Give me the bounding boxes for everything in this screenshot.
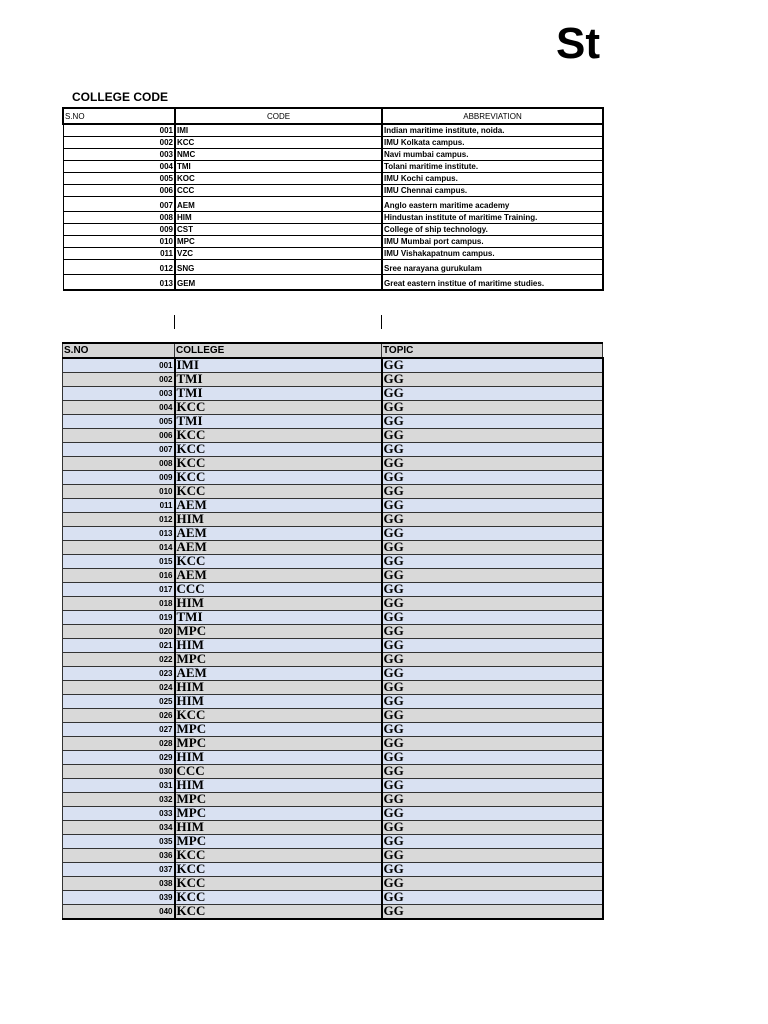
code-cell: VZC (175, 248, 382, 260)
sno-cell: 034 (63, 821, 175, 835)
college-cell: HIM (175, 597, 382, 611)
college-cell: CCC (175, 583, 382, 597)
column-divider-1 (174, 315, 175, 329)
sno-cell: 019 (63, 611, 175, 625)
college-cell: KCC (175, 849, 382, 863)
code-cell: CST (175, 224, 382, 236)
topic-cell: GG (382, 443, 603, 457)
code-cell: TMI (175, 161, 382, 173)
college-code-row (63, 248, 603, 260)
topic-cell: GG (382, 513, 603, 527)
topic-cell: GG (382, 891, 603, 905)
sno-cell: 015 (63, 555, 175, 569)
college-cell: MPC (175, 625, 382, 639)
sno-cell: 001 (63, 358, 175, 373)
topic-cell: GG (382, 751, 603, 765)
college-code-row (63, 124, 603, 137)
topic-cell: GG (382, 611, 603, 625)
topic-cell: GG (382, 779, 603, 793)
topic-row (63, 821, 603, 835)
topic-cell: GG (382, 625, 603, 639)
topic-cell: GG (382, 905, 603, 920)
topic-cell: GG (382, 583, 603, 597)
college-cell: KCC (175, 401, 382, 415)
topic-row (63, 667, 603, 681)
sno-cell: 008 (63, 212, 175, 224)
code-cell: HIM (175, 212, 382, 224)
topic-cell: GG (382, 695, 603, 709)
topic-row (63, 807, 603, 821)
college-cell: HIM (175, 821, 382, 835)
topic-cell: GG (382, 555, 603, 569)
college-cell: MPC (175, 807, 382, 821)
sno-cell: 029 (63, 751, 175, 765)
sno-cell: 004 (63, 161, 175, 173)
college-cell: KCC (175, 443, 382, 457)
code-cell: KCC (175, 137, 382, 149)
sno-cell: 009 (63, 224, 175, 236)
sno-cell: 007 (63, 443, 175, 457)
topic-cell: GG (382, 849, 603, 863)
abbreviation-cell: Great eastern institue of maritime studies. (382, 275, 603, 291)
topic-row (63, 415, 603, 429)
topic-row (63, 611, 603, 625)
college-cell: AEM (175, 527, 382, 541)
college-cell: TMI (175, 373, 382, 387)
college-cell: IMI (175, 358, 382, 373)
sno-cell: 005 (63, 173, 175, 185)
sno-cell: 013 (63, 275, 175, 291)
college-code-row (63, 212, 603, 224)
college-cell: AEM (175, 541, 382, 555)
code-cell: AEM (175, 197, 382, 212)
college-cell: TMI (175, 387, 382, 401)
topic-row (63, 709, 603, 723)
code-cell: KOC (175, 173, 382, 185)
sno-cell: 016 (63, 569, 175, 583)
sno-cell: 010 (63, 236, 175, 248)
sno-cell: 033 (63, 807, 175, 821)
abbreviation-cell: Hindustan institute of maritime Training. (382, 212, 603, 224)
topic-cell: GG (382, 569, 603, 583)
college-cell: KCC (175, 429, 382, 443)
topic-cell: GG (382, 597, 603, 611)
topic-row (63, 569, 603, 583)
topic-row (63, 443, 603, 457)
college-cell: KCC (175, 457, 382, 471)
college-cell: HIM (175, 513, 382, 527)
sno-cell: 035 (63, 835, 175, 849)
sno-cell: 001 (63, 124, 175, 137)
sno-cell: 017 (63, 583, 175, 597)
topic-row (63, 793, 603, 807)
topic-cell: GG (382, 471, 603, 485)
topic-cell: GG (382, 653, 603, 667)
college-cell: KCC (175, 891, 382, 905)
sno-cell: 009 (63, 471, 175, 485)
header-code: CODE (175, 108, 382, 124)
college-cell: AEM (175, 667, 382, 681)
sno-cell: 036 (63, 849, 175, 863)
topic-cell: GG (382, 485, 603, 499)
college-cell: HIM (175, 751, 382, 765)
topic-cell: GG (382, 639, 603, 653)
sno-cell: 002 (63, 137, 175, 149)
topic-cell: GG (382, 793, 603, 807)
college-code-row (63, 236, 603, 248)
topic-cell: GG (382, 709, 603, 723)
topic-row (63, 485, 603, 499)
sno-cell: 012 (63, 260, 175, 275)
header-abbreviation: ABBREVIATION (382, 108, 603, 124)
college-topic-body (63, 358, 603, 919)
college-code-body (63, 124, 603, 290)
topic-cell: GG (382, 373, 603, 387)
abbreviation-cell: Indian maritime institute, noida. (382, 124, 603, 137)
topic-row (63, 429, 603, 443)
topic-row (63, 681, 603, 695)
abbreviation-cell: Anglo eastern maritime academy (382, 197, 603, 212)
code-cell: GEM (175, 275, 382, 291)
code-cell: IMI (175, 124, 382, 137)
topic-cell: GG (382, 415, 603, 429)
sno-cell: 012 (63, 513, 175, 527)
college-topic-table (62, 342, 604, 920)
college-cell: KCC (175, 555, 382, 569)
topic-cell: GG (382, 807, 603, 821)
college-code-row (63, 275, 603, 291)
sno-cell: 005 (63, 415, 175, 429)
topic-cell: GG (382, 765, 603, 779)
college-cell: KCC (175, 905, 382, 920)
college-cell: TMI (175, 611, 382, 625)
college-cell: AEM (175, 569, 382, 583)
college-code-table (62, 107, 604, 291)
topic-cell: GG (382, 863, 603, 877)
sno-cell: 008 (63, 457, 175, 471)
college-code-row (63, 161, 603, 173)
topic-row (63, 499, 603, 513)
abbreviation-cell: IMU Kolkata campus. (382, 137, 603, 149)
sno-cell: 025 (63, 695, 175, 709)
sno-cell: 003 (63, 387, 175, 401)
topic-cell: GG (382, 821, 603, 835)
topic-cell: GG (382, 499, 603, 513)
sno-cell: 011 (63, 499, 175, 513)
sno-cell: 032 (63, 793, 175, 807)
topic-row (63, 877, 603, 891)
abbreviation-cell: Sree narayana gurukulam (382, 260, 603, 275)
topic-cell: GG (382, 723, 603, 737)
topic-row (63, 471, 603, 485)
college-cell: MPC (175, 653, 382, 667)
topic-header-row (63, 343, 603, 358)
college-cell: MPC (175, 723, 382, 737)
header-topic: TOPIC (382, 343, 603, 358)
sno-cell: 002 (63, 373, 175, 387)
topic-row (63, 653, 603, 667)
college-code-title: COLLEGE CODE (72, 90, 169, 104)
column-divider-2 (381, 315, 382, 329)
topic-cell: GG (382, 429, 603, 443)
college-cell: KCC (175, 877, 382, 891)
sno-cell: 024 (63, 681, 175, 695)
sno-cell: 039 (63, 891, 175, 905)
sno-cell: 040 (63, 905, 175, 920)
sno-cell: 038 (63, 877, 175, 891)
sno-cell: 003 (63, 149, 175, 161)
sno-cell: 027 (63, 723, 175, 737)
heading-fragment-text: St (556, 19, 600, 68)
sno-cell: 022 (63, 653, 175, 667)
topic-row (63, 849, 603, 863)
topic-row (63, 583, 603, 597)
topic-row (63, 358, 603, 373)
sno-cell: 010 (63, 485, 175, 499)
cropped-heading-fragment (556, 19, 606, 74)
topic-cell: GG (382, 358, 603, 373)
college-cell: KCC (175, 471, 382, 485)
topic-row (63, 723, 603, 737)
topic-row (63, 527, 603, 541)
topic-cell: GG (382, 457, 603, 471)
header-sno: S.NO (63, 108, 175, 124)
college-cell: HIM (175, 681, 382, 695)
topic-cell: GG (382, 835, 603, 849)
college-cell: TMI (175, 415, 382, 429)
header-college: COLLEGE (175, 343, 382, 358)
sno-cell: 020 (63, 625, 175, 639)
college-code-row (63, 260, 603, 275)
college-code-row (63, 149, 603, 161)
sno-cell: 037 (63, 863, 175, 877)
topic-cell: GG (382, 877, 603, 891)
college-code-row (63, 173, 603, 185)
topic-row (63, 639, 603, 653)
topic-cell: GG (382, 387, 603, 401)
college-cell: AEM (175, 499, 382, 513)
topic-cell: GG (382, 541, 603, 555)
sno-cell: 006 (63, 429, 175, 443)
sno-cell: 026 (63, 709, 175, 723)
sno-cell: 023 (63, 667, 175, 681)
abbreviation-cell: Navi mumbai campus. (382, 149, 603, 161)
college-code-row (63, 137, 603, 149)
topic-row (63, 513, 603, 527)
code-cell: NMC (175, 149, 382, 161)
topic-row (63, 387, 603, 401)
sno-cell: 006 (63, 185, 175, 197)
sno-cell: 018 (63, 597, 175, 611)
sno-cell: 031 (63, 779, 175, 793)
topic-row (63, 373, 603, 387)
abbreviation-cell: IMU Kochi campus. (382, 173, 603, 185)
topic-row (63, 779, 603, 793)
sno-cell: 021 (63, 639, 175, 653)
college-cell: KCC (175, 863, 382, 877)
code-cell: SNG (175, 260, 382, 275)
topic-row (63, 625, 603, 639)
college-cell: MPC (175, 835, 382, 849)
sno-cell: 011 (63, 248, 175, 260)
topic-row (63, 751, 603, 765)
sno-cell: 013 (63, 527, 175, 541)
topic-row (63, 457, 603, 471)
sno-cell: 030 (63, 765, 175, 779)
college-cell: MPC (175, 793, 382, 807)
topic-row (63, 737, 603, 751)
sno-cell: 004 (63, 401, 175, 415)
abbreviation-cell: Tolani maritime institute. (382, 161, 603, 173)
college-cell: CCC (175, 765, 382, 779)
topic-row (63, 555, 603, 569)
college-cell: HIM (175, 695, 382, 709)
topic-row (63, 835, 603, 849)
abbreviation-cell: IMU Mumbai port campus. (382, 236, 603, 248)
topic-cell: GG (382, 527, 603, 541)
college-cell: HIM (175, 779, 382, 793)
topic-row (63, 401, 603, 415)
abbreviation-cell: College of ship technology. (382, 224, 603, 236)
code-cell: MPC (175, 236, 382, 248)
college-cell: KCC (175, 485, 382, 499)
topic-row (63, 597, 603, 611)
sno-cell: 007 (63, 197, 175, 212)
sno-cell: 028 (63, 737, 175, 751)
topic-row (63, 765, 603, 779)
topic-row (63, 863, 603, 877)
topic-row (63, 695, 603, 709)
sno-cell: 014 (63, 541, 175, 555)
college-code-row (63, 224, 603, 236)
topic-cell: GG (382, 737, 603, 751)
code-cell: CCC (175, 185, 382, 197)
college-code-header-row (63, 108, 603, 124)
abbreviation-cell: IMU Chennai campus. (382, 185, 603, 197)
topic-cell: GG (382, 401, 603, 415)
topic-row (63, 541, 603, 555)
abbreviation-cell: IMU Vishakapatnum campus. (382, 248, 603, 260)
college-cell: KCC (175, 709, 382, 723)
topic-row (63, 891, 603, 905)
college-cell: MPC (175, 737, 382, 751)
header-sno: S.NO (63, 343, 175, 358)
topic-cell: GG (382, 667, 603, 681)
topic-row (63, 905, 603, 920)
topic-cell: GG (382, 681, 603, 695)
college-code-row (63, 197, 603, 212)
college-code-row (63, 185, 603, 197)
college-cell: HIM (175, 639, 382, 653)
